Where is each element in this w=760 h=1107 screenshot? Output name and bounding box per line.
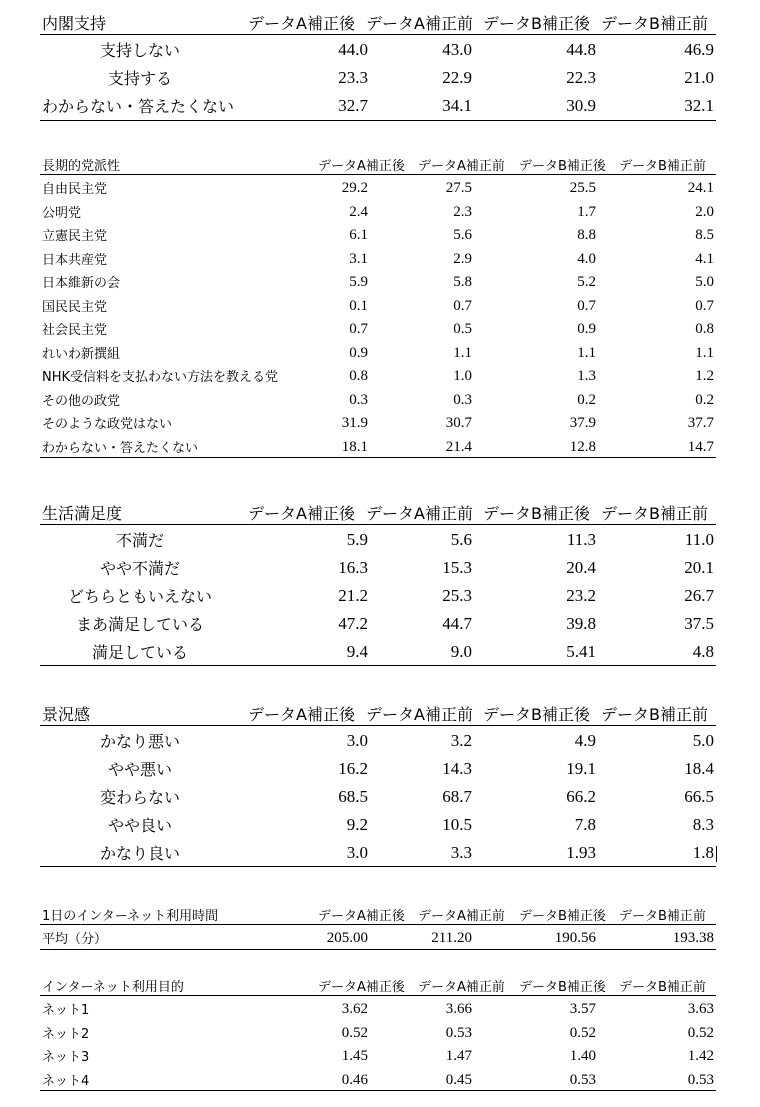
table-row xyxy=(40,1020,716,1044)
col-header: データA補正後 xyxy=(318,909,405,924)
cell-value: 29.2 xyxy=(341,180,368,196)
cell-value: 2.3 xyxy=(453,203,472,220)
table-row xyxy=(40,410,716,434)
cell-value: 39.8 xyxy=(566,614,596,633)
row-label: 不満だ xyxy=(115,531,164,550)
cell-value: 37.7 xyxy=(687,415,714,431)
cell-value: 47.2 xyxy=(338,614,368,633)
cell-value: 31.9 xyxy=(341,415,368,431)
cell-value: 5.0 xyxy=(695,274,714,290)
table-row xyxy=(40,175,716,199)
row-label: ネット2 xyxy=(42,1026,90,1042)
cell-value: 0.7 xyxy=(695,297,714,314)
table-row xyxy=(40,996,716,1020)
table-row xyxy=(40,293,716,317)
cell-value: 20.1 xyxy=(684,558,714,577)
table-economic-outlook xyxy=(40,697,716,867)
row-label: どちらともいえない xyxy=(67,587,212,606)
row-label: れいわ新撰組 xyxy=(42,346,121,362)
row-label: 社会民主党 xyxy=(42,323,108,338)
cell-value: 5.41 xyxy=(566,642,596,661)
row-label: 自由民主党 xyxy=(42,182,108,197)
cell-value: 0.3 xyxy=(453,391,472,408)
col-header: データB補正前 xyxy=(601,14,708,33)
cell-value: 1.45 xyxy=(341,1048,368,1064)
cell-value: 7.8 xyxy=(574,815,596,834)
cell-value: 5.9 xyxy=(346,530,368,549)
table-row xyxy=(40,35,716,63)
col-header: データB補正前 xyxy=(619,980,706,995)
cell-value: 9.0 xyxy=(450,642,472,661)
cell-value: 44.0 xyxy=(338,40,368,59)
col-header: データB補正後 xyxy=(519,980,606,995)
row-label: わからない・答えたくない xyxy=(42,97,235,116)
row-label: わからない・答えたくない xyxy=(42,440,199,456)
table-header xyxy=(40,496,716,525)
row-label: やや不満だ xyxy=(99,559,180,578)
table-row xyxy=(40,838,716,867)
table-title: 生活満足度 xyxy=(42,504,123,523)
cell-value: 44.7 xyxy=(442,614,472,633)
table-title: 内閣支持 xyxy=(42,14,107,33)
cell-value: 23.2 xyxy=(566,586,596,605)
cell-value: 2.0 xyxy=(695,203,714,220)
cell-value: 1.7 xyxy=(577,203,596,220)
table-row xyxy=(40,553,716,581)
cell-value: 14.3 xyxy=(442,759,472,778)
cell-value: 3.2 xyxy=(450,731,472,750)
cell-value: 15.3 xyxy=(442,558,472,577)
cell-value: 18.4 xyxy=(684,759,714,778)
cell-value: 0.2 xyxy=(695,391,714,408)
cell-value: 12.8 xyxy=(569,438,596,455)
cell-value: 211.20 xyxy=(431,930,472,946)
cell-value: 30.9 xyxy=(566,96,596,115)
row-label: ネット1 xyxy=(42,1003,90,1018)
table-edge-mark xyxy=(716,846,717,862)
col-header: データA補正後 xyxy=(318,980,405,995)
cell-value: 8.3 xyxy=(692,815,714,834)
table-header xyxy=(40,697,716,726)
cell-value: 18.1 xyxy=(341,438,368,455)
table-row xyxy=(40,810,716,838)
col-header: データB補正前 xyxy=(601,705,708,724)
cell-value: 23.3 xyxy=(338,68,368,87)
cell-value: 1.1 xyxy=(695,344,714,361)
table-row xyxy=(40,199,716,223)
table-title: 景況感 xyxy=(42,705,91,724)
col-header: データA補正前 xyxy=(418,909,505,924)
cell-value: 11.0 xyxy=(684,530,714,549)
table-row xyxy=(40,581,716,609)
cell-value: 1.47 xyxy=(445,1048,472,1064)
table-row xyxy=(40,91,716,121)
cell-value: 9.4 xyxy=(346,642,368,661)
cell-value: 3.57 xyxy=(569,1001,596,1017)
cell-value: 32.7 xyxy=(338,96,368,115)
cell-value: 3.1 xyxy=(349,250,368,267)
cell-value: 11.3 xyxy=(566,530,596,549)
row-label: 国民民主党 xyxy=(42,299,108,315)
col-header: データB補正前 xyxy=(619,909,706,924)
cell-value: 4.0 xyxy=(577,250,596,267)
cell-value: 26.7 xyxy=(684,586,714,605)
table-row xyxy=(40,925,716,950)
table-internet-time xyxy=(40,902,716,950)
cell-value: 0.8 xyxy=(695,321,714,337)
cell-value: 3.66 xyxy=(445,1001,472,1017)
cell-value: 1.40 xyxy=(569,1048,596,1064)
cell-value: 30.7 xyxy=(445,415,472,431)
cell-value: 1.0 xyxy=(453,368,472,384)
col-header: データA補正前 xyxy=(418,980,505,995)
cell-value: 0.53 xyxy=(569,1071,596,1088)
row-label: 平均（分） xyxy=(42,932,108,947)
row-label: やや良い xyxy=(107,816,172,835)
cell-value: 25.3 xyxy=(442,586,472,605)
cell-value: 24.1 xyxy=(687,180,714,196)
cell-value: 66.2 xyxy=(566,787,596,806)
col-header: データB補正後 xyxy=(519,909,606,924)
row-label: 支持する xyxy=(107,69,172,88)
cell-value: 5.6 xyxy=(450,530,472,549)
cell-value: 5.0 xyxy=(692,731,714,750)
cell-value: 0.45 xyxy=(445,1071,472,1088)
cell-value: 0.52 xyxy=(687,1024,714,1041)
col-header: データA補正前 xyxy=(366,14,473,33)
table-title: 長期的党派性 xyxy=(42,159,121,174)
table-life-satisfaction xyxy=(40,496,716,666)
cell-value: 1.1 xyxy=(577,344,596,361)
table-title: 1日のインターネット利用時間 xyxy=(42,909,219,924)
cell-value: 0.52 xyxy=(341,1024,368,1041)
row-label: 変わらない xyxy=(99,788,180,807)
cell-value: 25.5 xyxy=(569,180,596,196)
table-title: インターネット利用目的 xyxy=(42,980,184,995)
table-row xyxy=(40,316,716,340)
table-header xyxy=(40,902,716,925)
cell-value: 3.63 xyxy=(687,1001,714,1017)
cell-value: 10.5 xyxy=(442,815,472,834)
cell-value: 0.3 xyxy=(349,391,368,408)
cell-value: 1.2 xyxy=(695,368,714,384)
table-header xyxy=(40,973,716,996)
table-row xyxy=(40,1043,716,1067)
col-header: データB補正後 xyxy=(483,14,590,33)
cell-value: 0.7 xyxy=(577,297,596,314)
cell-value: 21.2 xyxy=(338,586,368,605)
row-label: まあ満足している xyxy=(75,615,204,634)
row-label: NHK受信料を支払わない方法を教える党 xyxy=(42,370,279,385)
table-row xyxy=(40,525,716,553)
table-internet-purpose xyxy=(40,973,716,1091)
cell-value: 5.6 xyxy=(453,227,472,243)
cell-value: 44.8 xyxy=(566,40,596,59)
row-label: 日本維新の会 xyxy=(42,276,121,291)
col-header: データB補正前 xyxy=(619,159,706,174)
table-party-identification xyxy=(40,152,716,458)
cell-value: 16.2 xyxy=(338,759,368,778)
col-header: データA補正後 xyxy=(248,14,355,33)
row-label: やや悪い xyxy=(107,760,172,779)
row-label: 満足している xyxy=(91,643,188,662)
col-header: データA補正後 xyxy=(248,504,355,523)
table-row xyxy=(40,726,716,754)
col-header: データA補正前 xyxy=(418,159,505,174)
cell-value: 1.1 xyxy=(453,344,472,361)
cell-value: 16.3 xyxy=(338,558,368,577)
table-header xyxy=(40,152,716,175)
cell-value: 193.38 xyxy=(672,930,714,946)
cell-value: 5.9 xyxy=(349,274,368,290)
cell-value: 32.1 xyxy=(684,96,714,115)
cell-value: 14.7 xyxy=(687,438,714,455)
cell-value: 2.4 xyxy=(349,203,368,220)
row-label: 立憲民主党 xyxy=(42,229,108,244)
cell-value: 46.9 xyxy=(684,40,714,59)
col-header: データB補正後 xyxy=(483,504,590,523)
cell-value: 0.8 xyxy=(349,368,368,384)
cell-value: 22.9 xyxy=(442,68,472,87)
row-label: 公明党 xyxy=(42,205,82,221)
cell-value: 1.42 xyxy=(687,1048,714,1064)
table-cabinet-support xyxy=(40,6,716,121)
cell-value: 0.53 xyxy=(445,1024,472,1041)
cell-value: 3.3 xyxy=(450,843,472,862)
table-row xyxy=(40,340,716,364)
cell-value: 9.2 xyxy=(346,815,368,834)
row-label: ネット3 xyxy=(42,1050,90,1065)
table-header xyxy=(40,6,716,35)
cell-value: 205.00 xyxy=(326,930,368,946)
cell-value: 1.93 xyxy=(566,843,596,862)
cell-value: 4.1 xyxy=(695,250,714,267)
cell-value: 1.8 xyxy=(692,843,714,862)
col-header: データA補正後 xyxy=(318,159,405,174)
cell-value: 2.9 xyxy=(453,250,472,267)
cell-value: 3.62 xyxy=(341,1001,368,1017)
cell-value: 34.1 xyxy=(442,96,472,115)
cell-value: 37.9 xyxy=(569,415,596,431)
table-row xyxy=(40,63,716,91)
cell-value: 66.5 xyxy=(684,787,714,806)
cell-value: 0.7 xyxy=(349,321,368,337)
cell-value: 0.5 xyxy=(453,321,472,337)
cell-value: 6.1 xyxy=(349,227,368,243)
cell-value: 8.8 xyxy=(577,227,596,243)
table-row xyxy=(40,609,716,637)
table-row xyxy=(40,754,716,782)
row-label: 日本共産党 xyxy=(42,252,108,268)
table-row xyxy=(40,363,716,387)
cell-value: 0.46 xyxy=(341,1071,368,1088)
cell-value: 190.56 xyxy=(554,930,596,946)
col-header: データA補正前 xyxy=(366,504,473,523)
table-row xyxy=(40,1067,716,1092)
table-row xyxy=(40,434,716,459)
cell-value: 0.9 xyxy=(349,344,368,361)
cell-value: 5.2 xyxy=(577,274,596,290)
cell-value: 0.53 xyxy=(687,1071,714,1088)
table-row xyxy=(40,782,716,810)
cell-value: 27.5 xyxy=(445,180,472,196)
cell-value: 37.5 xyxy=(684,614,714,633)
cell-value: 21.0 xyxy=(684,68,714,87)
row-label: 支持しない xyxy=(99,41,180,60)
cell-value: 4.9 xyxy=(574,731,596,750)
col-header: データB補正後 xyxy=(519,159,606,174)
cell-value: 19.1 xyxy=(566,759,596,778)
cell-value: 0.52 xyxy=(569,1024,596,1041)
table-row xyxy=(40,222,716,246)
cell-value: 3.0 xyxy=(346,731,368,750)
table-row xyxy=(40,637,716,666)
row-label: かなり良い xyxy=(99,844,180,863)
row-label: そのような政党はない xyxy=(42,417,173,432)
table-row xyxy=(40,269,716,293)
col-header: データB補正前 xyxy=(601,504,708,523)
cell-value: 5.8 xyxy=(453,274,472,290)
cell-value: 0.9 xyxy=(577,321,596,337)
cell-value: 22.3 xyxy=(566,68,596,87)
col-header: データB補正後 xyxy=(483,705,590,724)
table-row xyxy=(40,246,716,270)
cell-value: 3.0 xyxy=(346,843,368,862)
cell-value: 0.7 xyxy=(453,297,472,314)
cell-value: 0.2 xyxy=(577,391,596,408)
row-label: ネット4 xyxy=(42,1073,90,1089)
cell-value: 20.4 xyxy=(566,558,596,577)
row-label: その他の政党 xyxy=(42,393,121,409)
cell-value: 4.8 xyxy=(692,642,714,661)
row-label: かなり悪い xyxy=(99,732,180,751)
cell-value: 8.5 xyxy=(695,227,714,243)
table-row xyxy=(40,387,716,411)
col-header: データA補正後 xyxy=(248,705,355,724)
cell-value: 68.7 xyxy=(442,787,472,806)
col-header: データA補正前 xyxy=(366,705,473,724)
cell-value: 43.0 xyxy=(442,40,472,59)
cell-value: 0.1 xyxy=(349,297,368,314)
cell-value: 21.4 xyxy=(445,438,472,455)
cell-value: 1.3 xyxy=(577,368,596,384)
cell-value: 68.5 xyxy=(338,787,368,806)
